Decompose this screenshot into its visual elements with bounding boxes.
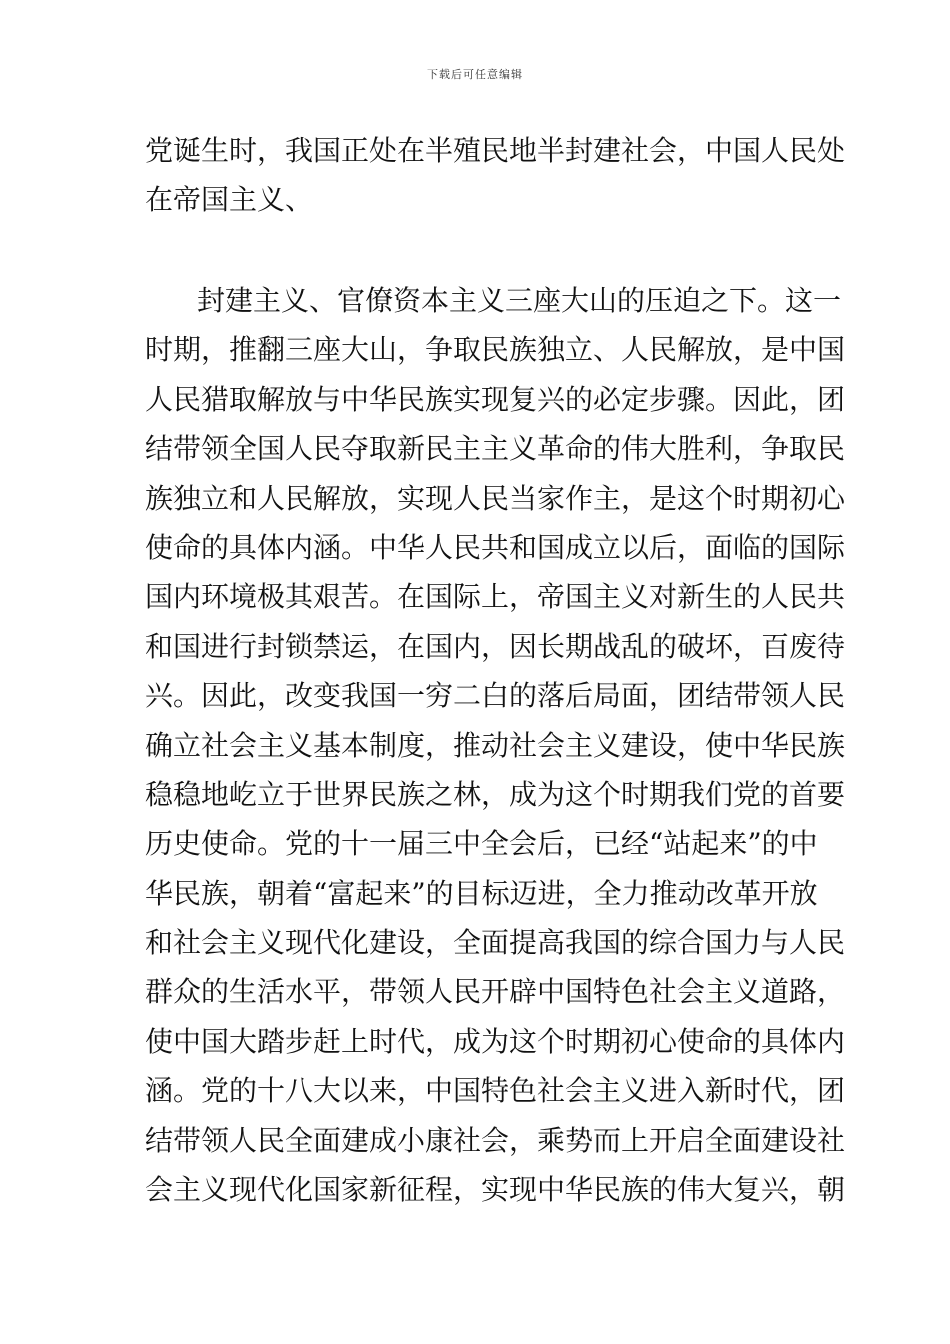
text-line: 族独立和人民解放，实现人民当家作主，是这个时期初心 xyxy=(145,481,846,515)
text-line: 华民族，朝着“富起来”的目标迈进，全力推动改革开放 xyxy=(145,876,818,910)
text-line: 使中国大踏步赶上时代，成为这个时期初心使命的具体内 xyxy=(145,1024,846,1058)
text-line: 群众的生活水平，带领人民开辟中国特色社会主义道路， xyxy=(145,975,846,1009)
paragraph-2 xyxy=(145,276,846,1214)
paragraph-1 xyxy=(145,126,846,225)
text-line: 涵。党的十八大以来，中国特色社会主义进入新时代，团 xyxy=(145,1074,846,1108)
text-line: 在帝国主义、 xyxy=(145,183,314,217)
text-line: 封建主义、官僚资本主义三座大山的压迫之下。这一 xyxy=(197,284,842,317)
text-line: 和国进行封锁禁运，在国内，因长期战乱的破坏，百废待 xyxy=(145,629,846,663)
text-line: 会主义现代化国家新征程，实现中华民族的伟大复兴，朝 xyxy=(145,1173,846,1207)
page-header: 下载后可任意编辑 xyxy=(427,68,523,81)
text-line: 稳稳地屹立于世界民族之林，成为这个时期我们党的首要 xyxy=(145,777,846,811)
text-line: 结带领全国人民夺取新民主主义革命的伟大胜利，争取民 xyxy=(145,432,846,466)
text-line: 确立社会主义基本制度，推动社会主义建设，使中华民族 xyxy=(145,728,846,762)
text-line: 党诞生时，我国正处在半殖民地半封建社会，中国人民处 xyxy=(145,134,846,167)
text-line: 结带领人民全面建成小康社会，乘势而上开启全面建设社 xyxy=(145,1123,846,1157)
text-line: 人民猎取解放与中华民族实现复兴的必定步骤。因此，团 xyxy=(145,382,846,416)
text-line: 兴。因此，改变我国一穷二白的落后局面，团结带领人民 xyxy=(145,679,846,713)
text-line: 历史使命。党的十一届三中全会后，已经“站起来”的中 xyxy=(145,827,818,861)
text-line: 国内环境极其艰苦。在国际上，帝国主义对新生的人民共 xyxy=(145,580,846,614)
text-line: 和社会主义现代化建设，全面提高我国的综合国力与人民 xyxy=(145,926,846,960)
text-line: 使命的具体内涵。中华人民共和国成立以后，面临的国际 xyxy=(145,530,846,564)
text-line: 时期，推翻三座大山，争取民族独立、人民解放，是中国 xyxy=(145,333,846,367)
